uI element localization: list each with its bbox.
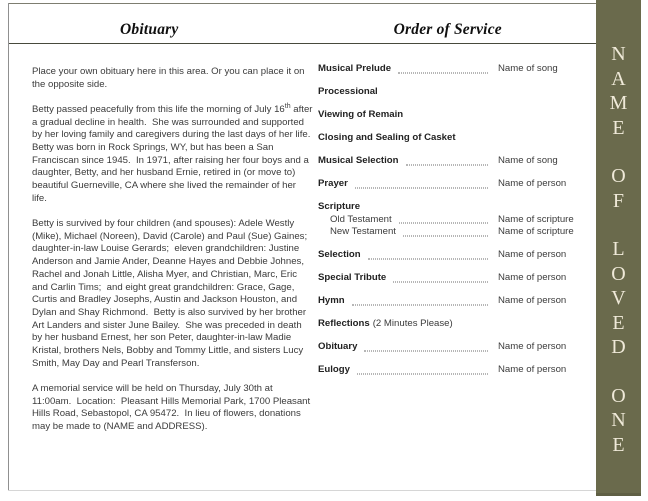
dot-leader [352, 293, 488, 305]
service-row [318, 272, 586, 285]
obituary-paragraph-survivors: Betty is survived by four children (and spouses): Adele Westly (Mike), Michael (Noreen), David (Carole) and Paul (Sue) Gaines; daughter-in-law Louise Gerards; eleven grandchildren: Justine Anderson and Jamie Ander, Deanne Hayes and Debbie Johnes, Rachel and Jonah Little, Alisha Myer, and Christian, Marc, Eric and Carlin Tims; and eight great grandchildren: Grace, Gage, Curtis and Bradley Josephs, Austin and Jackson Houston, and Dylan and Shay Richmond. Betty is also survived by her brother Art Landers and sister June Bailey. She was preceded in death by her husband Ernest, her son Peter, daughter-in-law Madie Kristal, brothers Nels, Bobby and Tommy Little, and sisters Lucy Smith, May Day and Pearl Transferson. [32, 218, 313, 369]
service-row [318, 249, 586, 262]
service-item-value: Name of person [498, 364, 567, 375]
dot-leader [357, 362, 488, 374]
order-of-service-title: Order of Service [393, 21, 502, 38]
service-item-label: Musical Selection [318, 155, 399, 166]
sidebar-letter: V [611, 287, 626, 309]
obituary-paragraph-life-text-cont: after a gradual decline in health. She was surrounded and supported by her loving family and caregivers during the last days of her life. Betty was born in Rock Springs, WY, but has been a San Franciscan since 1945. In 1971, after raising her four boys and a daughter, Betty, and her husband Ernie, retired in (or move to) beautiful Guerneville, CA where she lived the remainder of her life. [32, 103, 316, 204]
service-item-label: Hymn [318, 295, 345, 306]
dot-leader [393, 270, 488, 282]
service-item-label: Special Tribute [318, 272, 387, 283]
service-row [318, 132, 586, 145]
service-row [318, 178, 586, 191]
dot-leader [403, 224, 488, 236]
obituary-title: Obituary [120, 21, 179, 38]
service-item-value: Name of person [498, 178, 567, 189]
service-row [318, 341, 586, 354]
service-row [318, 226, 586, 239]
obituary-paragraph-service-info: A memorial service will be held on Thursday, July 30th at 11:00am. Location: Pleasant Hills Memorial Park, 1700 Pleasant Hills Road, Sebastopol, CA 95472. In lieu of flowers, donations may be made to (NAME and ADDRESS). [32, 382, 313, 433]
service-item-value: Name of scripture [498, 226, 574, 237]
ordinal-superscript: th [284, 102, 291, 110]
sidebar-word [611, 384, 625, 458]
service-item-value: Name of song [498, 63, 558, 74]
sidebar-word [610, 42, 628, 140]
service-item-label: Prayer [318, 178, 348, 189]
service-row [318, 155, 586, 168]
dot-leader [368, 247, 488, 259]
service-item-value: Name of scripture [498, 213, 574, 225]
frame-bottom-line [8, 490, 597, 491]
sidebar-letter: F [612, 189, 625, 212]
service-item-label: Obituary [318, 341, 358, 352]
dot-leader [355, 176, 488, 188]
service-row [318, 63, 586, 76]
service-item-value: Name of person [498, 272, 567, 283]
service-item-label: Scripture [318, 201, 361, 212]
service-row [318, 295, 586, 308]
obituary-header-area [0, 0, 299, 43]
sidebar-word [611, 237, 625, 360]
service-row [318, 109, 586, 122]
service-item-value: Name of person [498, 295, 567, 306]
sidebar-band [596, 0, 641, 496]
sidebar-letter: L [612, 238, 625, 260]
sidebar-word [611, 164, 625, 213]
sidebar-letter: M [609, 92, 628, 114]
dot-leader [399, 212, 488, 224]
service-item-label: Musical Prelude [318, 63, 392, 74]
service-row [318, 318, 586, 331]
service-item-value: Name of song [498, 155, 558, 166]
sidebar-letter: D [611, 336, 626, 358]
service-item-label: Old Testament [330, 213, 392, 225]
dot-leader [406, 153, 488, 165]
service-item-label: Processional [318, 86, 378, 97]
sidebar-letter: E [612, 433, 625, 456]
title-separator-line [8, 43, 597, 44]
sidebar-letter: N [611, 43, 626, 65]
sidebar-letter: N [611, 409, 626, 431]
dot-leader [398, 61, 488, 73]
dot-leader [364, 339, 488, 351]
service-item-label: Selection [318, 249, 361, 260]
service-item-label: Viewing of Remain [318, 109, 404, 120]
order-of-service-header-area [299, 0, 598, 43]
service-item-label: New Testament [330, 226, 396, 237]
sidebar-letter: O [611, 262, 626, 285]
service-item-note: (2 Minutes Please) [372, 318, 453, 329]
service-item-label: Eulogy [318, 364, 350, 375]
obituary-paragraph-placeholder: Place your own obituary here in this area. Or you can place it on the opposite side. [32, 66, 308, 90]
service-item-value: Name of person [498, 249, 567, 260]
sidebar-letter: E [612, 116, 625, 139]
order-of-service-list [318, 63, 586, 387]
obituary-text-column [32, 66, 316, 446]
service-row [318, 364, 586, 377]
service-item-label: Reflections [318, 318, 370, 329]
service-item-value: Name of person [498, 341, 567, 352]
sidebar-letter: O [611, 165, 626, 187]
service-item-label: Closing and Sealing of Casket [318, 132, 456, 143]
service-row [318, 86, 586, 99]
frame-left-line [8, 3, 9, 491]
obituary-paragraph-life-text: Betty passed peacefully from this life the morning of July 16 [32, 103, 285, 115]
sidebar-letter: O [611, 384, 626, 407]
page-header [0, 0, 597, 43]
sidebar-letter: A [611, 67, 626, 90]
obituary-paragraph-life [32, 102, 316, 206]
sidebar-letter: E [612, 311, 625, 334]
service-group-scripture [318, 201, 586, 239]
